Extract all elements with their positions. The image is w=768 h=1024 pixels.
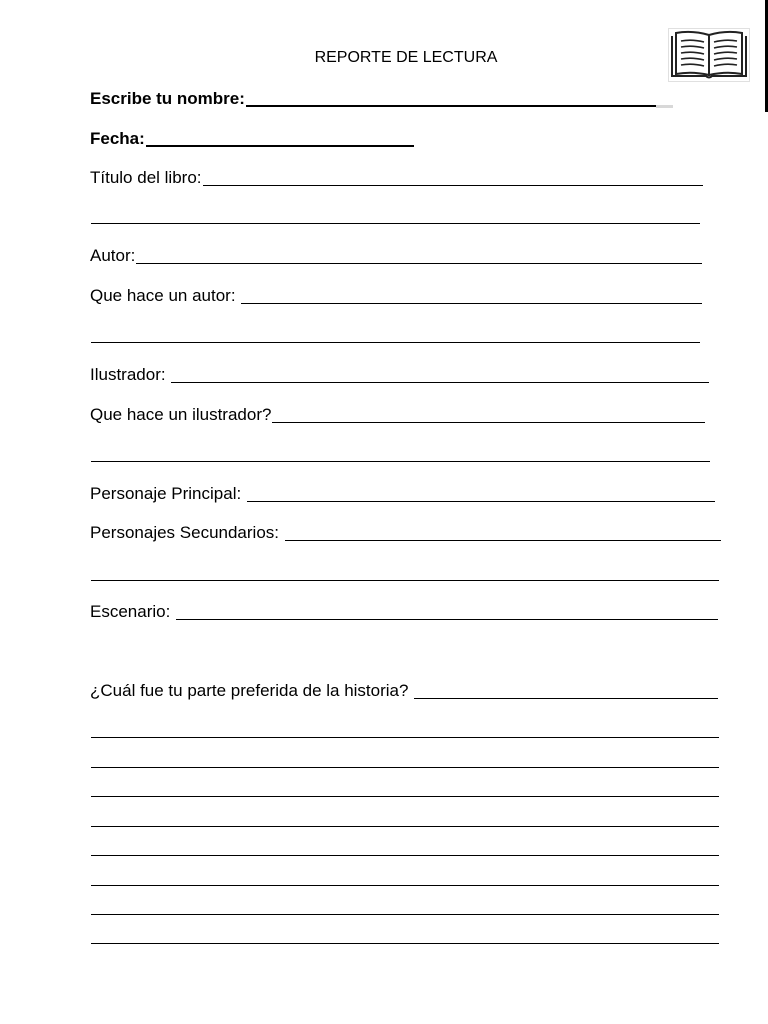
nombre-trail xyxy=(656,105,673,108)
ilustrador-label: Ilustrador: xyxy=(90,365,171,384)
nombre-label: Escribe tu nombre: xyxy=(90,89,245,108)
principal-label: Personaje Principal: xyxy=(90,484,246,503)
titulo-label: Título del libro: xyxy=(90,168,202,187)
escenario-field[interactable] xyxy=(90,601,718,623)
fecha-blank[interactable] xyxy=(146,129,414,147)
fecha-label: Fecha: xyxy=(90,129,145,148)
parte-preferida-blank[interactable] xyxy=(414,682,718,699)
page-title: REPORTE DE LECTURA xyxy=(314,49,498,66)
autor-blank[interactable] xyxy=(136,247,702,264)
principal-field[interactable] xyxy=(90,483,715,505)
writing-line[interactable] xyxy=(91,796,719,797)
writing-line[interactable] xyxy=(91,342,700,343)
open-book-icon xyxy=(668,28,750,82)
writing-line[interactable] xyxy=(91,223,700,224)
que-ilustrador-blank[interactable] xyxy=(272,406,705,423)
writing-line[interactable] xyxy=(91,461,710,462)
secundarios-blank[interactable] xyxy=(285,524,721,541)
writing-line[interactable] xyxy=(91,737,719,738)
writing-line[interactable] xyxy=(91,580,719,581)
fecha-field[interactable] xyxy=(90,128,414,150)
que-ilustrador-field[interactable] xyxy=(90,404,705,426)
secundarios-field[interactable] xyxy=(90,522,721,544)
writing-line[interactable] xyxy=(91,943,719,944)
autor-label: Autor: xyxy=(90,246,136,265)
writing-line[interactable] xyxy=(91,914,719,915)
nombre-blank[interactable] xyxy=(246,89,656,107)
que-autor-label: Que hace un autor: xyxy=(90,286,241,305)
writing-line[interactable] xyxy=(91,767,719,768)
autor-field[interactable] xyxy=(90,245,702,267)
escenario-label: Escenario: xyxy=(90,602,176,621)
ilustrador-blank[interactable] xyxy=(171,366,709,383)
parte-preferida-label: ¿Cuál fue tu parte preferida de la historia? xyxy=(90,681,414,700)
secundarios-label: Personajes Secundarios: xyxy=(90,523,284,542)
titulo-blank[interactable] xyxy=(203,169,704,186)
escenario-blank[interactable] xyxy=(176,603,718,620)
nombre-field[interactable] xyxy=(90,88,656,110)
titulo-field[interactable] xyxy=(90,167,703,189)
writing-line[interactable] xyxy=(91,826,719,827)
principal-blank[interactable] xyxy=(247,485,715,502)
writing-line[interactable] xyxy=(91,885,719,886)
parte-preferida-field[interactable] xyxy=(90,680,718,702)
writing-line[interactable] xyxy=(91,855,719,856)
que-autor-blank[interactable] xyxy=(241,287,702,304)
que-autor-field[interactable] xyxy=(90,285,702,307)
ilustrador-field[interactable] xyxy=(90,364,709,386)
que-ilustrador-label: Que hace un ilustrador? xyxy=(90,405,272,424)
